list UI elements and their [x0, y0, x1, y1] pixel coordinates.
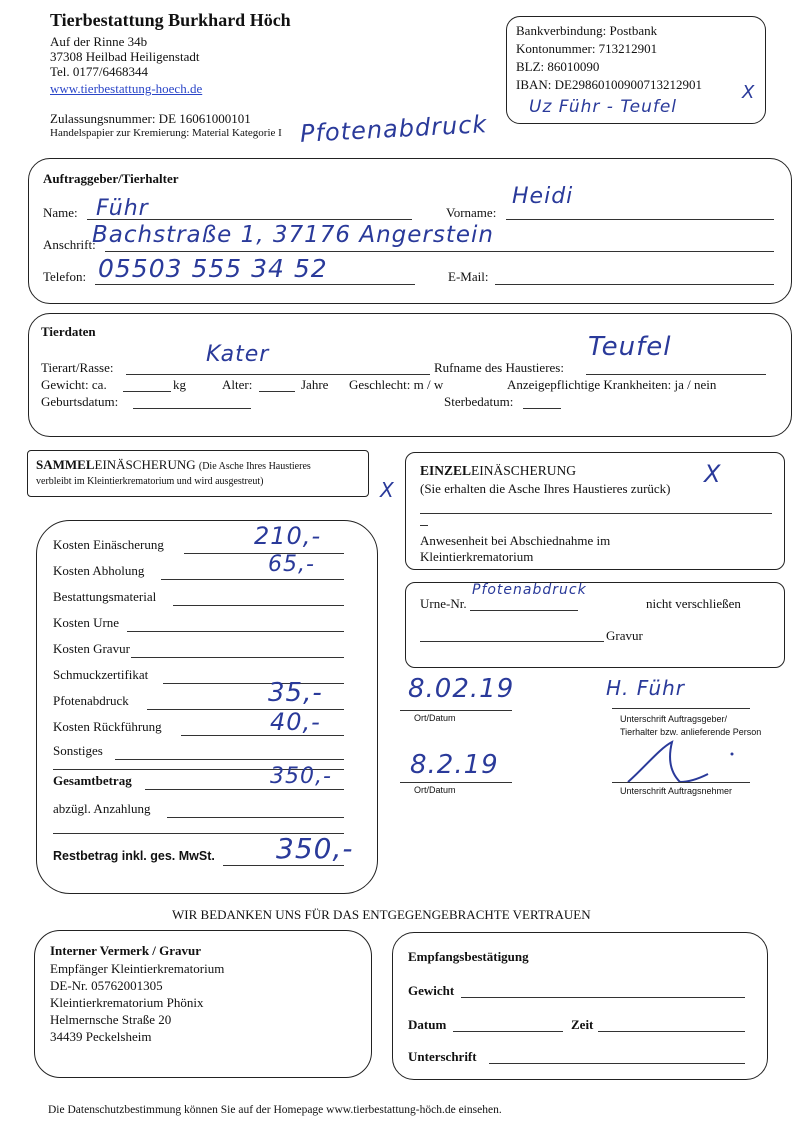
zulassungsnummer: Zulassungsnummer: DE 16061000101 — [50, 111, 251, 126]
geschlecht-label[interactable]: Geschlecht: m / w — [349, 377, 444, 392]
bank-handwritten-note: Uz Führ - Teufel — [529, 97, 678, 117]
tierdaten-title: Tierdaten — [41, 324, 96, 339]
signature-label-1b: Tierhalter bzw. anlieferende Person — [620, 727, 762, 737]
alter-label: Alter: — [222, 377, 253, 392]
empfang-unterschrift-field[interactable] — [489, 1063, 745, 1064]
geburtsdatum-label: Geburtsdatum: — [41, 394, 119, 409]
cost-label-anzahlung: abzügl. Anzahlung — [53, 801, 151, 816]
tierart-field[interactable] — [126, 374, 430, 375]
signature-field-1[interactable] — [612, 708, 750, 709]
gewicht-label: Gewicht: ca. — [41, 377, 107, 392]
handwritten-anschrift: Bachstraße 1, 37176 Angerstein — [92, 222, 494, 248]
empfang-gewicht-field[interactable] — [461, 997, 745, 998]
intern-line-2: DE-Nr. 05762001305 — [50, 978, 163, 993]
email-field[interactable] — [495, 284, 774, 285]
cost-label-einaescherung: Kosten Einäscherung — [53, 537, 164, 552]
verschliessen-label[interactable]: nicht verschließen — [646, 596, 741, 611]
ort-datum-label-1: Ort/Datum — [414, 713, 456, 723]
ort-datum-field-1[interactable] — [400, 710, 512, 711]
cost-field[interactable] — [127, 631, 344, 632]
signature-label-1a: Unterschrift Auftragsgeber/ — [620, 714, 728, 724]
anschrift-label: Anschrift: — [43, 237, 96, 252]
hw-cost-rueckfuehrung: 40,- — [270, 708, 321, 736]
bank-line-2: Kontonummer: 713212901 — [516, 41, 658, 56]
hw-cost-gesamt: 350,- — [270, 764, 332, 789]
signature-field-2[interactable] — [612, 782, 750, 783]
cost-field[interactable] — [223, 865, 344, 866]
intern-title: Interner Vermerk / Gravur — [50, 943, 202, 958]
handwritten-telefon: 05503 555 34 52 — [98, 254, 328, 283]
name-label: Name: — [43, 205, 78, 220]
intern-line-1: Empfänger Kleintierkrematorium — [50, 961, 225, 976]
intern-line-4: Helmernsche Straße 20 — [50, 1012, 172, 1027]
bank-line-1: Bankverbindung: Postbank — [516, 23, 658, 38]
cost-field[interactable] — [184, 553, 344, 554]
alter-field[interactable] — [259, 391, 295, 392]
jahre-label: Jahre — [301, 377, 329, 392]
einzel-title: EINZELEINÄSCHERUNG — [420, 463, 577, 478]
bank-line-4: IBAN: DE29860100900713212901 — [516, 77, 702, 92]
empfang-zeit-field[interactable] — [598, 1031, 745, 1032]
hw-cost-restbetrag: 350,- — [276, 832, 354, 865]
top-handwritten-note: Pfotenabdruck — [299, 110, 488, 148]
sammel-box[interactable] — [27, 450, 369, 497]
cost-field[interactable] — [115, 759, 344, 760]
einzel-note: (Sie erhalten die Asche Ihres Haustieres zurück) — [420, 481, 671, 496]
ort-datum-label-2: Ort/Datum — [414, 785, 456, 795]
handwritten-tierart: Kater — [206, 342, 270, 367]
tierart-label: Tierart/Rasse: — [41, 360, 114, 375]
gewicht-field[interactable] — [123, 391, 171, 392]
urne-label: Urne-Nr. — [420, 596, 467, 611]
vorname-field[interactable] — [506, 219, 774, 220]
sterbedatum-field[interactable] — [523, 408, 561, 409]
cost-label-gravur: Kosten Gravur — [53, 641, 130, 656]
handwritten-vorname: Heidi — [512, 184, 574, 209]
empfang-unterschrift-label: Unterschrift — [408, 1049, 477, 1064]
gravur-label: Gravur — [606, 628, 643, 643]
urne-section — [405, 582, 785, 668]
cost-label-schmuck: Schmuckzertifikat — [53, 667, 149, 682]
handwritten-datum-2: 8.2.19 — [410, 750, 499, 780]
company-city: 37308 Heilbad Heiligenstadt — [50, 49, 200, 64]
cost-label-pfotenabdruck: Pfotenabdruck — [53, 693, 129, 708]
cost-label-gesamt: Gesamtbetrag — [53, 773, 132, 788]
empfang-title: Empfangsbestätigung — [408, 949, 529, 964]
anwesenheit-label-2: Kleintierkrematorium — [420, 549, 534, 564]
empfang-section — [392, 932, 768, 1080]
empfang-gewicht-label: Gewicht — [408, 983, 455, 998]
company-street: Auf der Rinne 34b — [50, 34, 148, 49]
krankheiten-label[interactable]: Anzeigepflichtige Krankheiten: ja / nein — [507, 377, 717, 392]
vorname-label: Vorname: — [446, 205, 497, 220]
einzel-x-mark: X — [704, 460, 722, 488]
urne-field[interactable] — [470, 610, 578, 611]
telefon-label: Telefon: — [43, 269, 87, 284]
hw-cost-einaescherung: 210,- — [254, 522, 322, 550]
cost-field[interactable] — [173, 605, 344, 606]
cost-label-restbetrag: Restbetrag inkl. ges. MwSt. — [53, 849, 215, 863]
rufname-field[interactable] — [586, 374, 766, 375]
handelspapier: Handelspapier zur Kremierung: Material Kategorie I — [50, 127, 282, 139]
cost-label-rueckfuehrung: Kosten Rückführung — [53, 719, 162, 734]
auftraggeber-title: Auftraggeber/Tierhalter — [43, 171, 179, 186]
company-phone: Tel. 0177/6468344 — [50, 64, 149, 79]
empfang-datum-field[interactable] — [453, 1031, 563, 1032]
empfang-zeit-label: Zeit — [571, 1017, 594, 1032]
bank-x-mark: X — [742, 82, 756, 103]
rufname-label: Rufname des Haustieres: — [434, 360, 564, 375]
telefon-field[interactable] — [95, 284, 415, 285]
cost-label-urne: Kosten Urne — [53, 615, 120, 630]
bank-line-3: BLZ: 86010090 — [516, 59, 600, 74]
bank-box — [506, 16, 766, 124]
email-label: E-Mail: — [448, 269, 489, 284]
handwritten-signature-1: H. Führ — [606, 676, 686, 700]
gravur-field[interactable] — [420, 641, 604, 642]
cost-field[interactable] — [161, 579, 344, 580]
cost-field[interactable] — [145, 789, 344, 790]
cost-field[interactable] — [131, 657, 344, 658]
cost-label-material: Bestattungsmaterial — [53, 589, 157, 604]
anschrift-field[interactable] — [105, 251, 774, 252]
handwritten-name: Führ — [96, 196, 149, 221]
sammel-x-mark: X — [380, 478, 395, 502]
cost-label-sonstiges: Sonstiges — [53, 743, 103, 758]
handwritten-datum-1: 8.02.19 — [408, 674, 515, 704]
handwritten-urne: Pfotenabdruck — [472, 582, 587, 598]
company-website-link[interactable]: www.tierbestattung-hoech.de — [50, 81, 203, 96]
intern-line-3: Kleintierkrematorium Phönix — [50, 995, 204, 1010]
signature-scribble-2 — [620, 738, 740, 788]
einzel-line — [420, 513, 772, 514]
empfang-datum-label: Datum — [408, 1017, 447, 1032]
cost-label-abholung: Kosten Abholung — [53, 563, 145, 578]
intern-section — [34, 930, 372, 1078]
hw-cost-pfotenabdruck: 35,- — [268, 678, 323, 708]
thanks-text: WIR BEDANKEN UNS FÜR DAS ENTGEGENGEBRACHTE VERTRAUEN — [172, 907, 591, 922]
intern-line-5: 34439 Peckelsheim — [50, 1029, 152, 1044]
einzel-section[interactable] — [405, 452, 785, 570]
sammel-title: SAMMELEINÄSCHERUNG (Die Asche Ihres Haustieres — [36, 457, 311, 472]
ort-datum-field-2[interactable] — [400, 782, 512, 783]
kg-label: kg — [173, 377, 186, 392]
company-name: Tierbestattung Burkhard Höch — [50, 10, 291, 30]
signature-label-2: Unterschrift Auftragsnehmer — [620, 786, 733, 796]
anwesenheit-checkbox[interactable] — [420, 525, 428, 526]
handwritten-rufname: Teufel — [588, 332, 672, 362]
hw-cost-abholung: 65,- — [268, 552, 315, 577]
footer-text: Die Datenschutzbestimmung können Sie auf der Homepage www.tierbestattung-höch.de einsehen. — [48, 1104, 502, 1116]
sammel-note: verbleibt im Kleintierkrematorium und wird ausgestreut) — [36, 476, 264, 487]
sterbedatum-label: Sterbedatum: — [444, 394, 514, 409]
cost-field[interactable] — [167, 817, 344, 818]
geburtsdatum-field[interactable] — [133, 408, 251, 409]
anwesenheit-label-1: Anwesenheit bei Abschiednahme im — [420, 533, 611, 548]
tierdaten-section — [28, 313, 792, 437]
